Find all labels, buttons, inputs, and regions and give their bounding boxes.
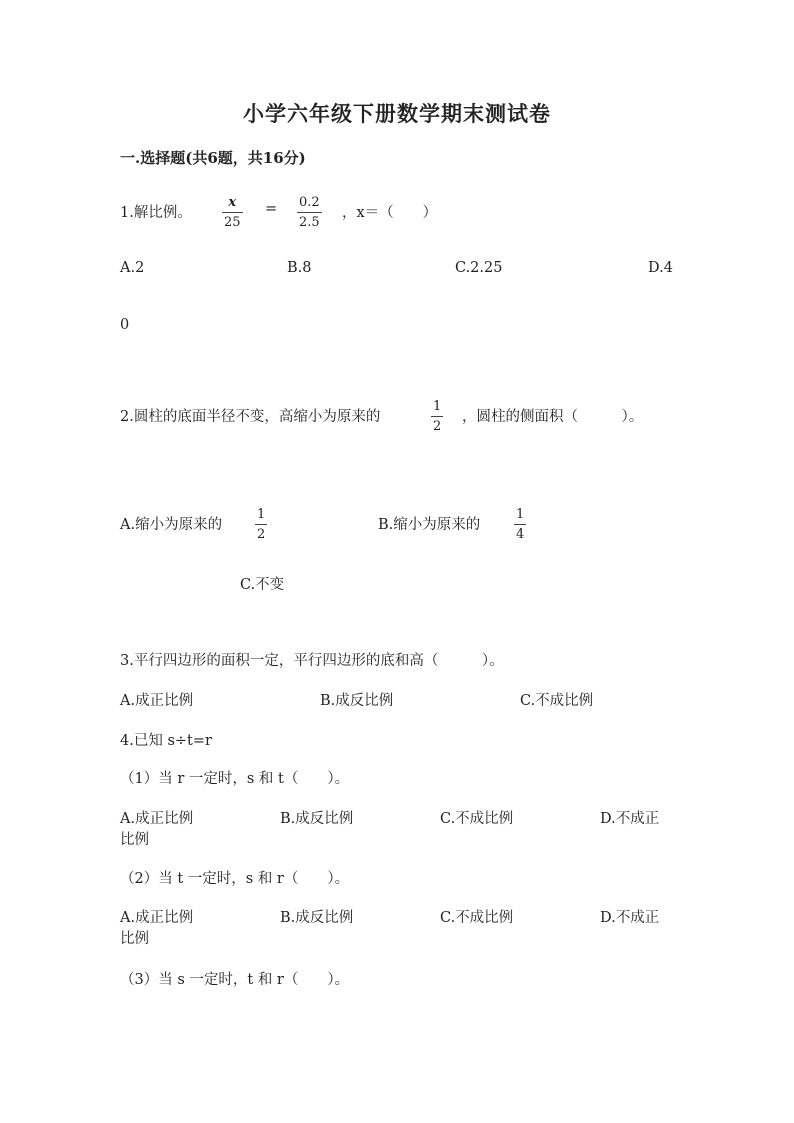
page-title: 小学六年级下册数学期末测试卷 <box>243 101 551 126</box>
q2-option-b-fraction <box>514 508 526 541</box>
q1-equals: = <box>265 201 278 217</box>
q4-sub2: （2）当 t 一定时，s 和 r（ ）。 <box>120 871 350 887</box>
q1-fraction-left-denominator: 25 <box>222 212 243 229</box>
q2-option-a[interactable]: A.缩小为原来的 <box>120 517 223 533</box>
q4-sub2-option-a[interactable]: A.成正比例 <box>120 910 194 926</box>
q1-fraction-left <box>222 196 243 229</box>
q3-option-c[interactable]: C.不成比例 <box>520 693 594 709</box>
q2-fraction-denominator: 2 <box>431 416 443 433</box>
q2-option-c[interactable]: C.不变 <box>240 577 285 593</box>
q4-sub2-option-c[interactable]: C.不成比例 <box>440 910 514 926</box>
q2-option-a-numerator: 1 <box>257 507 266 522</box>
q3-option-a[interactable]: A.成正比例 <box>120 693 194 709</box>
q4-sub1-option-a[interactable]: A.成正比例 <box>120 811 194 827</box>
q1-option-d-wrap: 0 <box>120 317 130 333</box>
q1-suffix: ，x＝（ ） <box>342 205 438 221</box>
q2-suffix: ，圆柱的侧面积（ ）。 <box>462 409 644 425</box>
q1-option-d[interactable]: D.4 <box>648 260 673 276</box>
q4-sub1: （1）当 r 一定时，s 和 t（ ）。 <box>120 771 350 787</box>
q4-sub1-option-b[interactable]: B.成反比例 <box>280 811 354 827</box>
q4-sub2-option-d[interactable]: D.不成正 <box>600 910 660 926</box>
q4-sub1-option-c[interactable]: C.不成比例 <box>440 811 514 827</box>
q1-option-a[interactable]: A.2 <box>120 260 145 276</box>
q2-fraction-numerator: 1 <box>433 399 442 414</box>
q1-fraction-right-numerator: 0.2 <box>299 195 320 210</box>
q1-fraction-right <box>297 196 322 229</box>
q2-option-b[interactable]: B.缩小为原来的 <box>378 517 481 533</box>
q1-prefix: 1.解比例。 <box>120 205 192 221</box>
q4-sub2-option-d-wrap: 比例 <box>120 931 149 947</box>
q4-sub3: （3）当 s 一定时，t 和 r（ ）。 <box>120 972 350 988</box>
q2-fraction <box>431 400 443 433</box>
q4-stem: 4.已知 s÷t=r <box>120 733 212 749</box>
q1-option-c[interactable]: C.2.25 <box>455 260 503 276</box>
q4-sub1-option-d-wrap: 比例 <box>120 832 149 848</box>
q2-option-a-denominator: 2 <box>255 524 267 541</box>
q3-option-b[interactable]: B.成反比例 <box>320 693 394 709</box>
q2-option-b-numerator: 1 <box>516 507 525 522</box>
q4-sub1-option-d[interactable]: D.不成正 <box>600 811 660 827</box>
q3-stem: 3.平行四边形的面积一定，平行四边形的底和高（ ）。 <box>120 653 504 669</box>
q1-option-b[interactable]: B.8 <box>287 260 312 276</box>
q2-prefix: 2.圆柱的底面半径不变，高缩小为原来的 <box>120 409 381 425</box>
q1-fraction-left-numerator: x <box>228 195 237 210</box>
q4-sub2-option-b[interactable]: B.成反比例 <box>280 910 354 926</box>
section-heading: 一.选择题(共6题，共16分) <box>120 149 306 167</box>
q1-fraction-right-denominator: 2.5 <box>297 212 322 229</box>
q2-option-b-denominator: 4 <box>514 524 526 541</box>
q2-option-a-fraction <box>255 508 267 541</box>
